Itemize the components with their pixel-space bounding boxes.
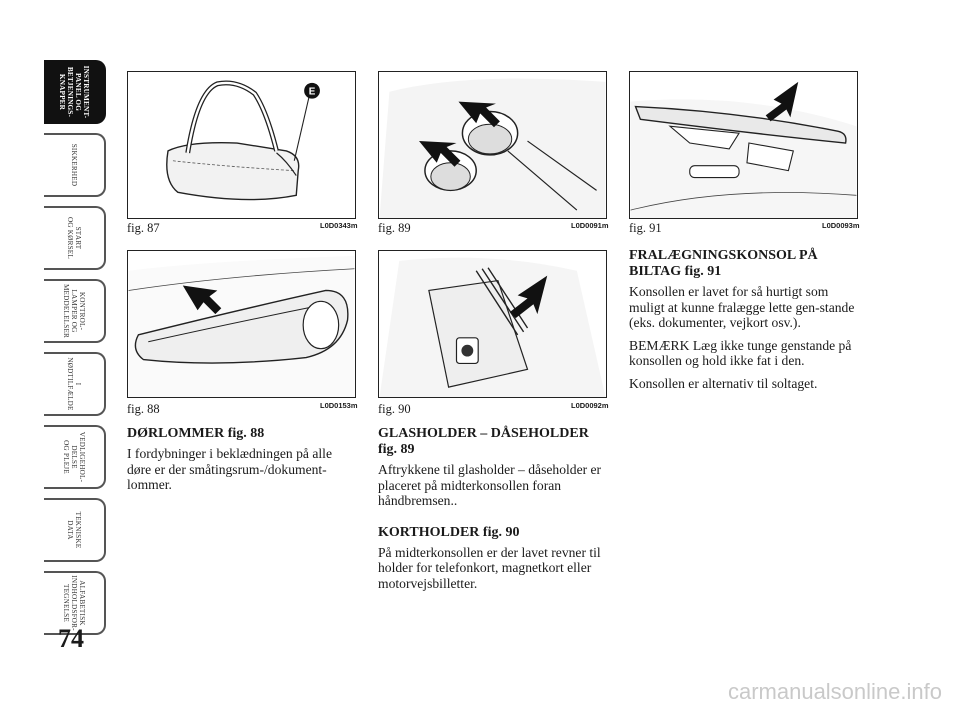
heading-card-holder: KORTHOLDER fig. 90 [378,524,520,540]
tab-start-driving[interactable] [44,206,106,270]
tab-instrument-panel[interactable] [44,60,106,124]
text-door-pockets: I fordybninger i beklædningen på alle døre er der småtingsrum-/dokument-lommer. [127,446,332,492]
figure-91-code: L0D0093m [822,221,860,230]
figure-91-caption: fig. 91 [629,221,662,235]
figure-88-code: L0D0153m [320,401,358,410]
tab-label: VEDLIGEHOL- DELSE OG PLEJE [62,431,86,483]
figure-88-image [127,250,356,398]
text-cup-holder: Aftrykkene til glasholder – dåseholder er placeret på midterkonsollen foran håndbremsen.. [378,462,602,508]
figure-88-caption: fig. 88 [127,402,160,416]
figure-87-caption: fig. 87 [127,221,160,235]
tab-label: SIKKERHED [70,143,78,187]
tab-emergency[interactable] [44,352,106,416]
watermark: carmanualsonline.info [727,679,942,704]
section-cup-card-holder [378,426,610,598]
text-card-holder: På midterkonsollen er der lavet revner til holder for telefonkort, magnetkort eller motorvejsbilletter. [378,544,601,591]
tab-label: I NØDTILFÆLDE [66,357,82,411]
text-roof-console-note: BEMÆRK Læg ikke tunge genstande på konsollen og hold ikke fat i den. [629,337,852,368]
heading-cup-holder: GLASHOLDER – DÅSEHOLDER fig. 89 [378,426,589,457]
figure-89-caption: fig. 89 [378,221,411,235]
figure-89-image [378,71,607,219]
figure-91-image [629,71,858,219]
figure-87-code: L0D0343m [320,221,358,230]
figure-90-caption: fig. 90 [378,402,411,416]
tab-label: TEKNISKE DATA [66,511,82,549]
tab-label: ALFABETISK INDHOLDSFOR- TEGNELSE [62,575,86,631]
text-roof-console-3: Konsollen er alternativ til soltaget. [629,375,818,391]
text-roof-console-1: Konsollen er lavet for så hurtigt som muligt at kunne fralægge lette gen-stande (eks. dokumenter, vejkort osv.). [629,284,855,330]
tab-safety[interactable] [44,133,106,197]
heading-door-pockets: DØRLOMMER fig. 88 [127,426,265,441]
tab-label: START OG KØRSEL [66,217,82,259]
figure-90-image [378,250,607,398]
tab-label: KONTROL- LAMPER OG MEDDELELSER [62,283,86,339]
figure-89-code: L0D0091m [571,221,609,230]
badge-letter: E [308,86,316,98]
tab-maintenance[interactable] [44,425,106,489]
figure-87-image [127,71,356,219]
tab-warning-lights[interactable] [44,279,106,343]
heading-roof-console: FRALÆGNINGSKONSOL PÅ BILTAG fig. 91 [629,248,818,279]
tab-label: INSTRUMENT- PANEL OG BETJENINGS- KNAPPER [58,65,90,119]
page-number: 74 [58,624,84,653]
tab-technical-data[interactable] [44,498,106,562]
section-door-pockets [127,426,359,500]
figure-90-code: L0D0092m [571,401,609,410]
section-roof-console [629,248,859,398]
